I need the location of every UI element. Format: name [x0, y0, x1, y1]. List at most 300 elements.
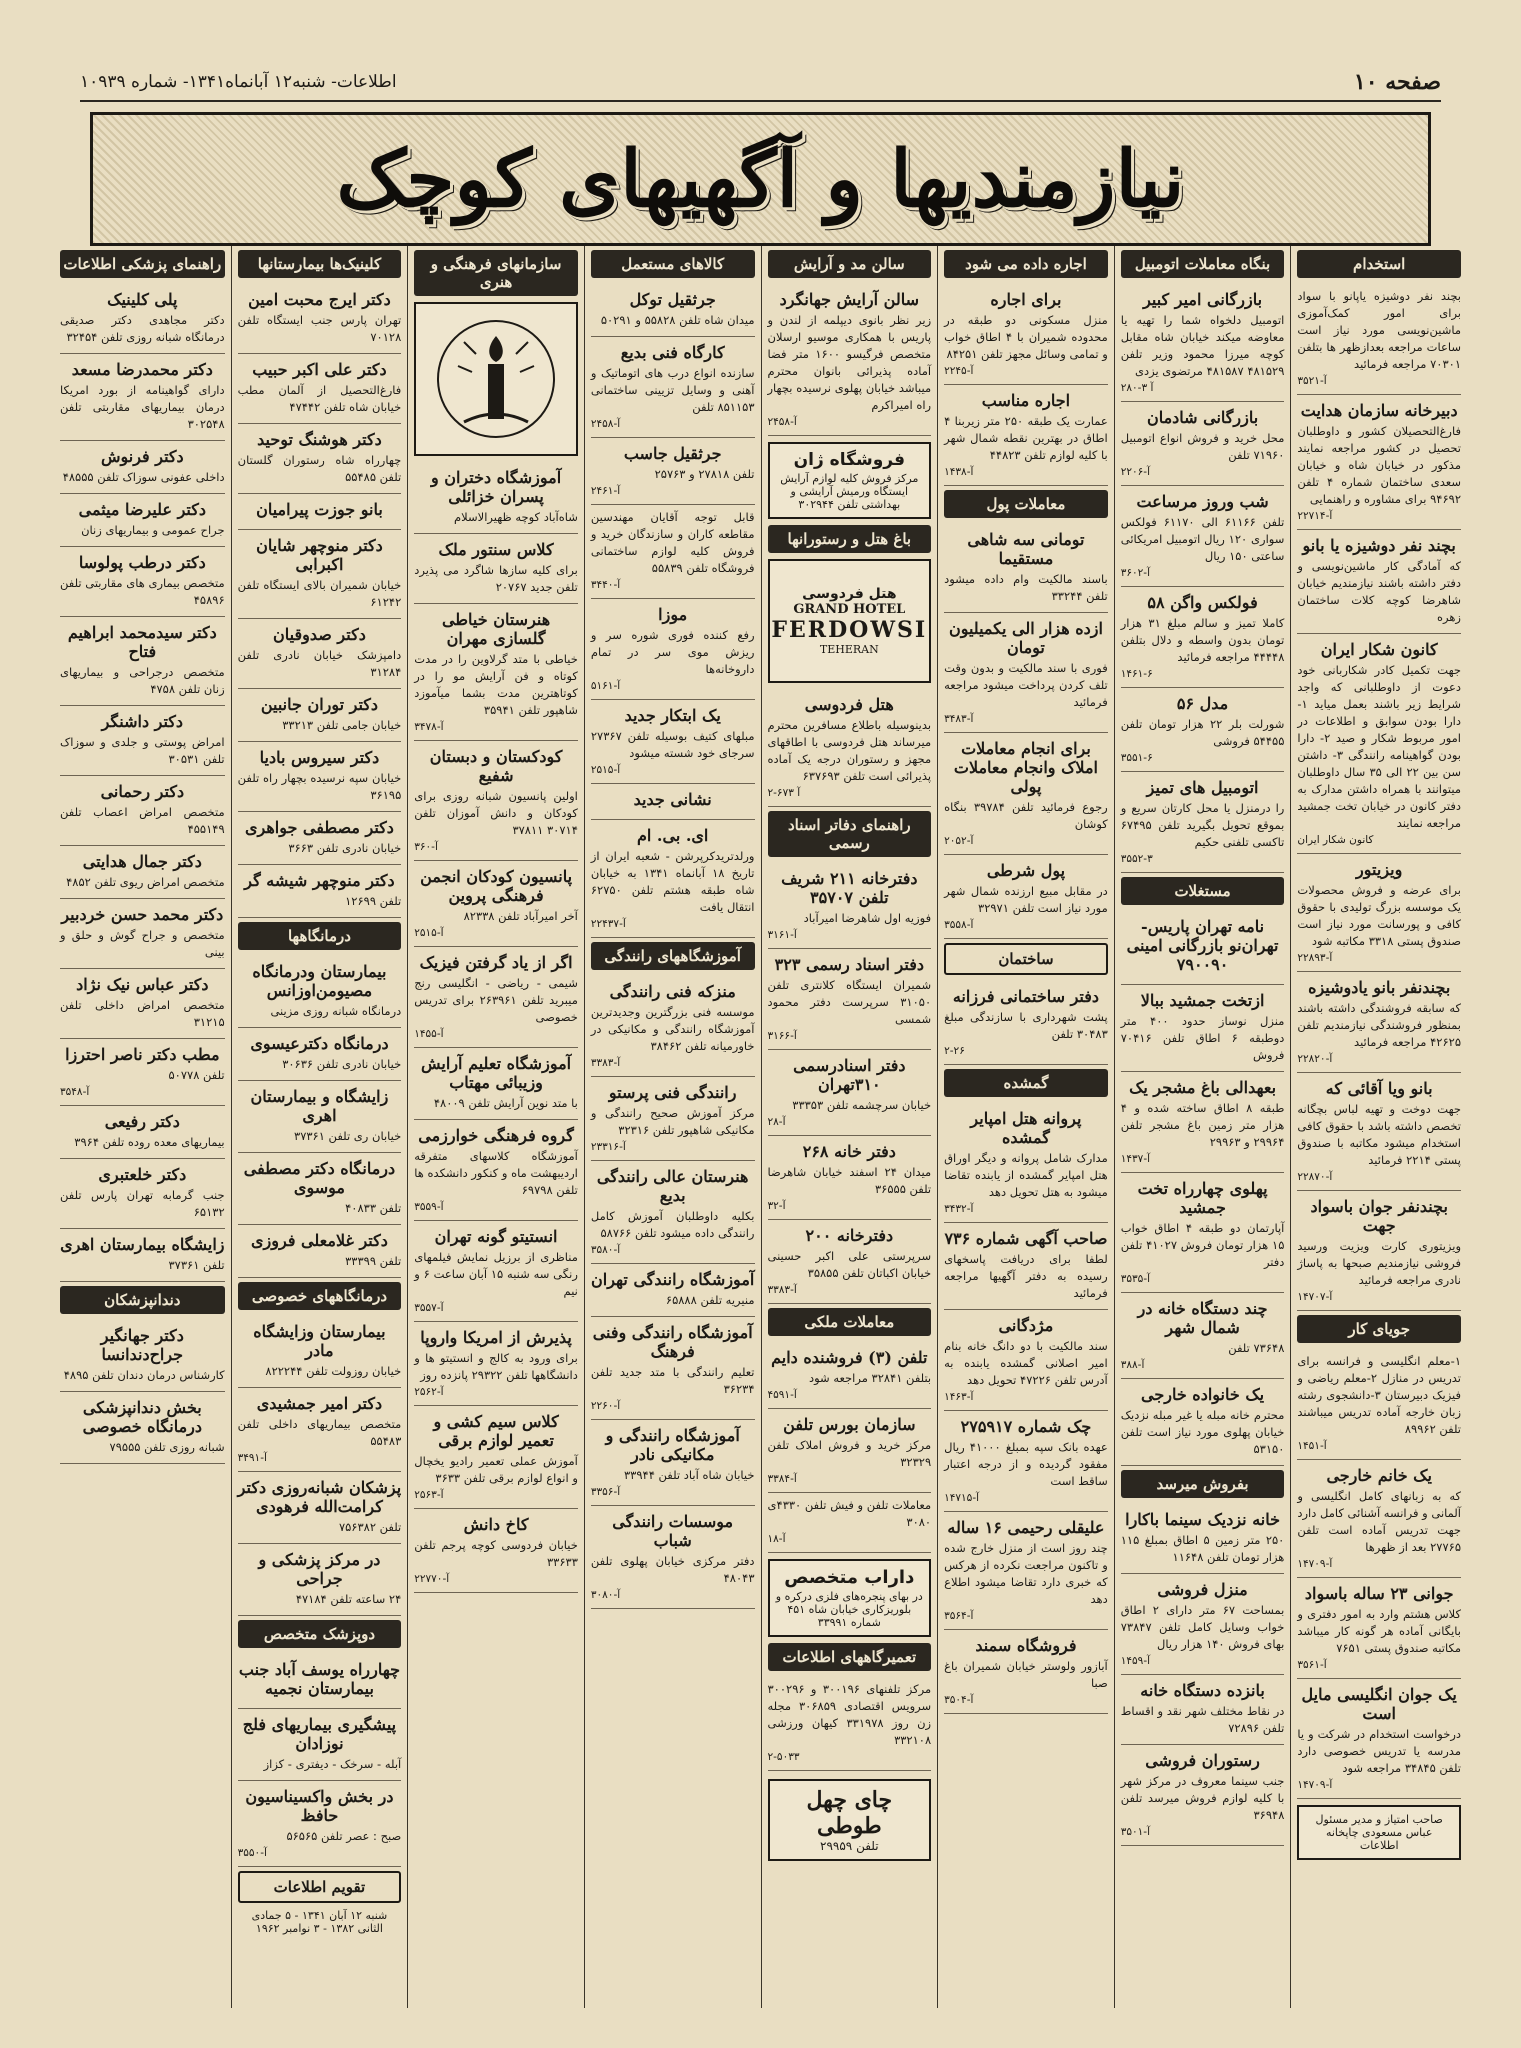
ad-text: کارشناس درمان دندان تلفن ۴۸۹۵ [63, 1368, 225, 1382]
ad-reference: آ-۱۴۵۵ [414, 1028, 444, 1040]
ad-text: شاه‌آباد کوچه ظهیرالاسلام [454, 510, 578, 524]
ad-reference: آ-۳۱۶۱ [767, 929, 797, 941]
ad-title: پهلوی چهارراه تخت جمشید [1137, 1179, 1268, 1217]
classified-ad [60, 846, 225, 899]
ad-reference: آ-۳۵۸۰ [590, 1244, 621, 1256]
classified-ad [1297, 972, 1461, 1073]
ad-text: رفع کننده فوری شوره سر و ریزش موی سر در تمام داروخانه‌ها [590, 628, 755, 676]
ad-title: دفتر خانه ۲۶۸ [802, 1142, 896, 1161]
ad-reference: ۳۶۰۲-آ [1120, 567, 1151, 579]
logo-ad-text: مرکز فروش کلیه لوازم آرایش ایستگاه ورمیش آرایشی و بهداشتی تلفن ۳۰۲۹۴۴ [780, 472, 919, 511]
ad-reference: آ-۱۸ [767, 1533, 786, 1545]
classified-ad [60, 1039, 225, 1106]
ad-text: تلفن ۱۲۶۹۹ [345, 894, 402, 908]
ad-reference: آ-۱۴۷۰۹ [1297, 1779, 1333, 1791]
classified-ad [591, 700, 755, 784]
ad-title: آموزشگاه رانندگی و مکانیکی نادر [605, 1426, 740, 1464]
ad-text: متخصص بیماریهای داخلی تلفن ۵۵۴۸۳ [237, 1417, 402, 1448]
ad-reference: آ-۱۴۶۳ [944, 1391, 974, 1403]
ad-reference: آ-۲۳۳۱۶ [590, 1141, 626, 1153]
ad-reference: آ-۲۲۴۵ [944, 365, 974, 377]
ad-text: متخصص بیماری های مقاربتی تلفن ۴۵۸۹۶ [60, 576, 225, 607]
classified-ad [60, 969, 225, 1039]
ad-reference: آ-۳۰۸۰ [590, 1589, 621, 1601]
section-head-calendar: تقویم اطلاعات [238, 1871, 402, 1903]
hotel-en-line3: TEHERAN [819, 643, 879, 656]
publisher-footer [1297, 1805, 1461, 1860]
column-medical [54, 246, 231, 2008]
banner-title: نیازمندیها و آگهیهای کوچک [336, 133, 1185, 225]
classified-ad [591, 284, 755, 337]
ad-text: با متد نوین آرایش تلفن ۴۸۰۰۹ [433, 1096, 578, 1110]
section-head-used: کالاهای مستعمل [591, 250, 755, 278]
ad-title: درمانگاه دکتر مصطفی موسوی [243, 1159, 396, 1197]
ad-title: بانزده دستگاه خانه [1140, 1681, 1265, 1700]
classified-ad [238, 1544, 402, 1616]
ad-reference: ۲-۶۷۳ آ [767, 787, 801, 799]
ad-text: امراض پوستی و جلدی و سوزاک تلفن ۳۰۵۳۱ [60, 735, 225, 766]
classified-ad [60, 617, 225, 706]
ad-text: ۱-معلم انگلیسی و فرانسه برای تدریس در منازل ۲-معلم ریاضی و فیزیک دبیرستان ۳-دانشجوی رشته زبان خارجه آماده تدریس میباشند تلفن ۸۹۹۶۲ [1297, 1354, 1462, 1436]
ad-title: کاخ دانش [463, 1515, 529, 1534]
column-salons-hotels [761, 246, 938, 2008]
ad-text: چهارراه شاه رستوران گلستان تلفن ۵۵۴۸۵ [237, 453, 402, 484]
section-head-driving: آموزشگاههای رانندگی [591, 942, 755, 970]
ad-title: رانندگی فنی پرستو [608, 1083, 737, 1102]
ad-text: برای کلیه سازها شاگرد می پذیرد تلفن جدید ۲۰۷۶۷ [414, 563, 578, 594]
ad-text: فارغ‌التحصیل از آلمان مطب خیابان شاه تلفن ۴۷۴۴۲ [237, 383, 402, 414]
dateline: اطلاعات- شنبه۱۲ آبانماه۱۳۴۱- شماره ۱۰۹۳۹ [80, 72, 397, 92]
ad-text: ورلدتریدکرپرشن - شعبه ایران از تاریخ ۱۸ آبانماه ۱۳۴۱ به خیابان شاه طبقه هشتم تلفن ۶۲۷۵۰ انتقال یافت [590, 849, 755, 914]
ad-text: داخلی عفونی سوزاک تلفن ۴۸۵۵۵ [62, 470, 225, 484]
ad-title: انستیتو گونه تهران [434, 1227, 558, 1246]
ad-title: چهارراه یوسف آباد جنب بیمارستان نجمیه [238, 1660, 401, 1698]
ad-title: دکتر علیرضا میثمی [78, 500, 206, 519]
section-head-dispensaries: درمانگاهها [238, 922, 402, 950]
ad-title: کلاس سنتور ملک [438, 540, 554, 559]
section-head-auto: بنگاه معاملات اتومبیل [1121, 250, 1285, 278]
ad-title: بانو جوزت پیرامیان [256, 500, 383, 519]
ad-title: دکتر غلامعلی فروزی [251, 1231, 388, 1250]
section-head-clinics: کلینیک‌ها بیمارستانها [238, 250, 402, 278]
ad-title: جرثقیل جاسب [623, 444, 722, 463]
ad-title: دفترخانه ۲۱۱ شریف تلفن ۳۵۷۰۷ [781, 869, 918, 907]
ad-title: بچند نفر دوشیزه یا بانو [1302, 536, 1456, 555]
classified-ad [944, 855, 1108, 939]
classified-ad [944, 524, 1108, 613]
classified-ad [768, 1493, 932, 1553]
ad-reference: آ-۲۰۵۲ [944, 835, 974, 847]
ad-reference: آ-۳۱۶۶ [767, 1030, 797, 1042]
ad-text: رجوع فرمائید تلفن ۳۹۷۸۴ بنگاه کوشان [944, 800, 1108, 831]
classified-ad [768, 689, 932, 807]
classified-ad [768, 284, 932, 436]
ad-title: دکتر جهانگیر جراح‌دندانسا [100, 1326, 184, 1364]
ad-reference: آ-۳۳۵۶ [590, 1486, 621, 1498]
ad-title: بازرگانی شادمان [1146, 408, 1259, 427]
classified-ad [944, 1103, 1108, 1223]
classified-ad [1121, 587, 1285, 688]
ad-text: اتومبیل دلخواه شما را تهیه یا معاوضه میکند خیابان شاه مقابل کوچه میرزا محمود وزیر تلفن ۴۸۱۵۲۹ ۴۸۱۵۸۷ مرتضوی یزدی [1120, 313, 1285, 378]
classified-ad [591, 438, 755, 505]
ad-title: ویزیتور [1356, 860, 1403, 879]
ad-text: ۲۵۰ متر زمین ۵ اطاق بمبلغ ۱۱۵ هزار تومان تلفن ۱۱۶۴۸ [1120, 1533, 1285, 1564]
ad-text: خیابان فردوسی کوچه پرجم تلفن ۳۳۶۳۳ [414, 1538, 578, 1569]
publisher-text: صاحب امتیاز و مدیر مسئول عباس مسعودی چاپخانه اطلاعات [1315, 1813, 1443, 1852]
classified-ad [1121, 1379, 1285, 1466]
classified-ad [591, 1420, 755, 1506]
classified-ad [238, 494, 402, 530]
ad-reference: آ-۳۳۸۳ [767, 1284, 797, 1296]
ad-reference: ۲-۵۰۳۳ [767, 1751, 800, 1763]
ad-reference: ۲-۲۶ [944, 1045, 965, 1057]
classified-ad [60, 1229, 225, 1282]
ad-title: موزا [658, 605, 688, 624]
ad-text: محل خرید و فروش انواع اتومبیل ۷۱۹۶۰ تلفن [1120, 431, 1285, 462]
classified-ad [60, 494, 225, 547]
ad-text: که آمادگی کار ماشین‌نویسی و دفتر داشته باشند نیازمندیم خیابان شاهرضا کوچه کلات ساختمان زهره [1297, 559, 1461, 624]
ad-reference: کانون شکار ایران [1297, 834, 1374, 846]
section-head-specialists: دوپزشک متخصص [238, 1620, 402, 1648]
classified-ad [238, 1225, 402, 1278]
classified-ad [414, 604, 578, 741]
ad-text: را درمنزل یا محل کارتان سریع و بموقع تحویل بگیرید تلفن ۶۷۴۹۵ تاکسی تلفنی حکیم [1120, 801, 1285, 849]
ad-text: خیابان سپه نرسیده بچهار راه تلفن ۳۶۱۹۵ [237, 771, 402, 802]
ad-reference: آ-۲۲۷۱۴ [1297, 510, 1333, 522]
ad-reference: آ-۲۴۶۱ [590, 485, 621, 497]
column-clinics [231, 246, 408, 2008]
ad-text: آبازور ولوستر خیابان شمیران باغ صبا [944, 1659, 1108, 1690]
ad-reference: آ-۲۵۶۲ [414, 1386, 444, 1398]
classified-ad [591, 599, 755, 700]
ad-text: شیمی - ریاضی - انگلیسی رنج میبرید تلفن ۲۶۳۹۶۱ برای تدریس خصوصی [414, 976, 578, 1024]
classified-ad [1121, 1675, 1285, 1745]
classified-ad [238, 1709, 402, 1781]
ad-title: اتومبیل های تمیز [1146, 778, 1259, 797]
ad-text: دارای گواهینامه از بورد امریکا درمان بیماریهای مقاربتی تلفن ۳۰۲۵۴۸ [60, 383, 225, 431]
classified-ad [238, 1472, 402, 1544]
classified-ad [1121, 1574, 1285, 1675]
classified-ad [1121, 1293, 1285, 1379]
classified-ad [1121, 772, 1285, 873]
ad-title: در بخش واکسیناسیون حافظ [245, 1787, 394, 1825]
classified-ad [1121, 1745, 1285, 1846]
classified-ad [238, 354, 402, 424]
ad-title: کودکستان و دبستان شفیع [429, 747, 563, 785]
ad-title: بچندنفر بانو یادوشیزه [1308, 978, 1451, 997]
ad-text: تلفن ۳۳۳۹۹ [345, 1254, 402, 1268]
ad-title: تلفن (۳) فروشنده دایم [771, 1348, 928, 1367]
classified-ad [1297, 1679, 1461, 1799]
ad-title: پزشکان شبانه‌روزی دکتر کرامت‌الله فرهودی [237, 1478, 402, 1516]
ad-title: ازتخت جمشید ببالا [1140, 991, 1265, 1010]
classified-ad [591, 1077, 755, 1161]
section-banner [90, 112, 1431, 246]
ad-text: جهت تکمیل کادر شکاربانی خود دعوت از داوطلبانی که واجد شرایط زیر باشند بعمل میاید ۱- دارا بودن سوابق و اطلاعات در امور مربوط شکار و صید ۲- دارا بودن گواهینامه رانندگی ۳- داشتن سن بین ۲۲ الی ۳۵ سال داوطلبان میتوانند با همراه داشتن مدارک به دفتر کانون در خیابان تخت جمشید مراجعه نمایند [1297, 663, 1462, 830]
classified-ad [238, 1781, 402, 1867]
column-culture [407, 246, 584, 2008]
ad-title: هنرستان عالی رانندگی بدیع [596, 1167, 749, 1205]
ad-title: زایشگاه و بیمارستان اهری [250, 1087, 389, 1125]
ad-title: اجاره مناسب [981, 391, 1071, 410]
classified-ad [1121, 688, 1285, 772]
ad-text: مرکز خرید و فروش املاک تلفن ۳۲۳۲۹ [767, 1438, 932, 1469]
classified-ad [591, 337, 755, 438]
ad-text: خیابان ری تلفن ۳۷۳۶۱ [294, 1129, 402, 1143]
ad-text: مرکز تلفنهای ۳۰۰۱۹۶ و ۳۰۰۲۹۶ سرویس اقتصادی ۳۰۶۸۵۹ مجله زن روز ۳۳۱۹۷۸ کیهان ورزشی ۳۳۲۱۰۸ [767, 1682, 932, 1747]
ad-reference: ۳۵۵۲-۳ [1120, 853, 1153, 865]
ad-text: تلفن ۶۱۱۶۶ الی ۶۱۱۷۰ فولکس سواری ۱۲۰ ریال اتومبیل امریکائی ساعتی ۱۵۰ ریال [1120, 515, 1285, 563]
classified-ad [414, 1509, 578, 1593]
ad-reference: ۲۸۰-۳ آ [1120, 382, 1154, 394]
classified-ad [60, 547, 225, 617]
ad-reference: آ-۲۸ [767, 1116, 786, 1128]
classified-ad [768, 1677, 932, 1771]
ad-title: دکتر عباس نیک نژاد [76, 975, 209, 994]
ad-text: شمیران ایستگاه کلانتری تلفن ۳۱۰۵۰ سرپرست دفتر محمود شمسی [767, 978, 932, 1026]
classified-ad [238, 956, 402, 1028]
ad-reference: ۱۴۶۱-۶ [1120, 668, 1153, 680]
classified-ad [60, 899, 225, 969]
ad-text: مناظری از برزیل نمایش فیلمهای رنگی سه شنبه ۱۵ آبان ساعت ۶ و نیم [414, 1250, 578, 1298]
ad-text: زیر نظر بانوی دیپلمه از لندن و پاریس با همکاری موسیو ارسلان متخصص فرگیسو ۱۶۰۰ متر فضا آماده پذیرائی بانوان محترم میباشد خیابان پهلوی نرسیده بچهار راه امیراکرم [767, 313, 932, 412]
classified-ad [1297, 1349, 1461, 1460]
ad-title: دکتر توران جانبین [260, 695, 379, 714]
framed-ad-text: در بهای پنجره‌های فلزی درکره و بلوریزکاری خیابان شاه ۴۵۱ شماره ۳۳۹۹۱ [775, 1590, 923, 1629]
ad-text: متخصص امراض داخلی تلفن ۳۱۲۱۵ [60, 998, 225, 1029]
logo-ad-title: فروشگاه ژان [793, 450, 905, 470]
ad-title: پانسیون کودکان انجمن فرهنگی پروین [420, 867, 573, 905]
column-rent-money [937, 246, 1114, 2008]
ad-title: دکتر محمد حسن خردبیر [61, 905, 224, 924]
classified-ad [944, 1630, 1108, 1714]
ad-title: آموزشگاه تعلیم آرایش وزیبائی مهتاب [421, 1054, 572, 1092]
classified-ad [60, 1159, 225, 1229]
section-head-construction: ساختمان [944, 943, 1108, 975]
classified-ad [1297, 854, 1461, 972]
page-header [80, 64, 1441, 102]
ad-text: خیابان سرچشمه تلفن ۳۳۳۵۳ [792, 1098, 932, 1112]
ad-reference: ۲۲۰۶-آ [1120, 466, 1151, 478]
classified-ad [238, 530, 402, 619]
ad-reference: آ-۳۵۴۸ [60, 1086, 90, 1098]
classified-ad [591, 1317, 755, 1420]
classified-ad [414, 741, 578, 861]
classified-ad [768, 1409, 932, 1493]
section-head-private: درمانگاههای خصوصی [238, 1282, 402, 1310]
ad-text: پشت شهرداری با سازندگی مبلغ ۳۰۴۸۳ تلفن [944, 1010, 1108, 1041]
ad-title: فولکس واگن ۵۸ [1147, 593, 1258, 612]
ad-title: منزکه فنی رانندگی [609, 982, 736, 1001]
ad-reference: آ-۳۵۵۷ [414, 1302, 444, 1314]
ad-text: بیماریهای معده روده تلفن ۳۹۶۴ [74, 1135, 225, 1149]
ad-reference: آ-۵۱۶۱ [590, 680, 621, 692]
ad-reference: آ-۳۴۹۱ [237, 1452, 267, 1464]
hotel-en-line1: GRAND HOTEL [793, 602, 906, 617]
ad-reference: آ-۲۲۶۰ [590, 1400, 621, 1412]
classified-ad [591, 1161, 755, 1264]
ad-title: علیقلی رحیمی ۱۶ ساله [947, 1518, 1105, 1537]
ad-text: خیابان جامی تلفن ۳۳۲۱۳ [282, 718, 402, 732]
section-head-salon: سالن مد و آرایش [768, 250, 932, 278]
classified-ad [1297, 284, 1461, 395]
ad-reference: آ-۳۵۵۰ [237, 1847, 267, 1859]
section-head-employment: استخدام [1297, 250, 1461, 278]
ad-title: ای. بی. ام [636, 826, 709, 845]
classified-ad [1121, 1173, 1285, 1293]
ad-title: بازرگانی امیر کبیر [1143, 290, 1263, 309]
ad-reference: آ-۱۴۳۷ [1120, 1153, 1151, 1165]
classified-ad [414, 1322, 578, 1406]
ad-title: بانو ویا آقائی که [1325, 1079, 1433, 1098]
ad-title: دکتر منوچهر شایان اکبرابی [256, 536, 383, 574]
ad-reference: آ-۳۶۰ [414, 841, 438, 853]
ad-reference: آ-۳۴۳۲ [944, 1203, 974, 1215]
ad-text: آموزشگاه کلاسهای متفرقه اردیبهشت ماه و کنکور دانشکده ها تلفن ۶۹۷۹۸ [414, 1149, 578, 1197]
ad-text: میدان شاه تلفن ۵۵۸۲۸ و ۵۰۲۹۱ [600, 313, 755, 327]
classified-ad [414, 462, 578, 534]
classified-ad [1297, 1578, 1461, 1679]
section-head-hotels: باغ هتل و رستورانها [768, 525, 932, 553]
ad-text: موسسه فنی بزرگترین وجدیدترین آموزشگاه رانندگی و مکانیکی در خاورمیانه تلفن ۳۸۴۶۲ [590, 1005, 755, 1053]
ad-text: متخصص و جراح گوش و حلق و بینی [60, 928, 225, 959]
ad-text: شبانه روزی تلفن ۷۹۵۵۵ [109, 1440, 225, 1454]
ad-text: تلفن ۵۰۷۷۸ [168, 1068, 225, 1082]
calendar-text: شنبه ۱۲ آبان ۱۳۴۱ - ۵ جمادی الثانی ۱۳۸۲ - ۳ نوامبر ۱۹۶۲ [251, 1909, 388, 1935]
classified-ad [60, 284, 225, 354]
ad-text: جنب گرمابه تهران پارس تلفن ۶۵۱۳۲ [60, 1188, 225, 1219]
ad-text: میدان ۲۴ اسفند خیابان شاهرضا تلفن ۳۶۵۵۵ [767, 1165, 932, 1196]
ad-text: متخصص درجراحی و بیماریهای زنان تلفن ۴۷۵۸ [60, 665, 225, 696]
classified-ad [944, 613, 1108, 733]
ad-text: جهت دوخت و تهیه لباس بچگانه تخصص داشته باشد با حقوق کافی استخدام میشود مکاتبه با صندوق پستی ۲۲۱۴ فرمائید [1297, 1102, 1461, 1167]
ad-text: آبله - سرخک - دیفتری - کزاز [263, 1757, 402, 1771]
ad-title: یک جوان انگلیسی مایل است [1301, 1685, 1457, 1723]
ad-text: فوری با سند مالکیت و بدون وقت تلف کردن پرداخت میشود مراجعه فرمائید [944, 661, 1108, 709]
ad-title: دکتر ایرج محبت امین [248, 290, 391, 309]
ad-title: دکتر درطب پولوسا [78, 553, 206, 572]
ad-reference: آ-۲۵۱۵ [414, 927, 444, 939]
ad-text: مدارک شامل پروانه و دیگر اوراق هتل امپایر گمشده از یابنده تقاضا میشود به هتل تحویل دهد [944, 1151, 1108, 1199]
ad-title: شب وروز مرساعت [1136, 492, 1269, 511]
ad-text: چند روز است از منزل خارج شده و تاکنون مراجعت نکرده از هرکس که خبری دارد تقاضا میشود اطلاع دهد [944, 1541, 1108, 1606]
ad-text: کلاس هشتم وارد به امور دفتری و بایگانی آماده هر گونه کار میباشد مکاتبه صندوق پستی ۷۶۵۱ [1297, 1607, 1461, 1655]
ad-title: هنرستان خیاطی گلسازی مهران [441, 610, 551, 648]
ad-title: بچندنفر جوان باسواد جهت [1310, 1197, 1448, 1235]
ad-text: معاملات تلفن و فیش تلفن ۴۳۳۰ی ۳۰۸۰ [767, 1498, 932, 1529]
ad-text: سرپرستی علی اکبر حسینی خیابان اکباتان تلفن ۳۵۸۵۵ [767, 1249, 932, 1280]
ad-text: خیاطی با متد گرلاوین را در مدت کوتاه و فن آرایش مو را در کوتاهترین مدت بشما میآموزد شاهپور تلفن ۳۵۹۴۱ [414, 652, 578, 717]
ad-title: کلاس سیم کشی و تعمیر لوازم برقی [433, 1412, 559, 1450]
ad-title: دبیرخانه سازمان هدایت [1300, 401, 1458, 420]
ad-title: دکتر رفیعی [104, 1112, 180, 1131]
classified-ad [768, 949, 932, 1050]
ad-reference: ۳۵۵۱-۶ [1120, 752, 1153, 764]
ad-reference: آ-۲۲۸۲۰ [1297, 1053, 1333, 1065]
section-head-medical: راهنمای پزشکی اطلاعات [60, 250, 225, 278]
ad-text: باسند مالکیت وام داده میشود تلفن ۳۳۲۴۴ [944, 572, 1108, 603]
ad-title: نامه تهران پاریس- تهران‌نو بازرگانی امینی ۷۹۰۰۹۰ [1126, 917, 1279, 974]
classified-ad [944, 1512, 1108, 1630]
ad-text: ۲۴ ساعته تلفن ۴۷۱۸۴ [295, 1592, 402, 1606]
ad-reference: آ-۳۳۸۴ [767, 1473, 797, 1485]
classified-ad [238, 1654, 402, 1709]
classified-ad [414, 1048, 578, 1120]
ad-text: جنب سینما معروف در مرکز شهر با کلیه لوازم فروش میرسد تلفن ۳۶۹۴۸ [1120, 1774, 1285, 1822]
classified-ad [414, 861, 578, 947]
tea-ad-title: چای چهل طوطی [806, 1787, 893, 1839]
section-head-lost: گمشده [944, 1069, 1108, 1097]
ad-text: شورلت بلر ۲۲ هزار تومان تلفن ۵۴۴۵۵ فروشی [1120, 717, 1285, 748]
ad-reference: آ-۳۴۴۰ [590, 579, 621, 591]
ad-title: فروشگاه سمند [975, 1636, 1077, 1655]
ad-title: کارگاه فنی بدیع [620, 343, 725, 362]
ad-title: دکتر رحمانی [100, 782, 185, 801]
ad-text: لطفا برای دریافت پاسخهای رسیده به دفتر آگهیها مراجعه فرمائید [944, 1252, 1108, 1300]
classified-ad [238, 619, 402, 689]
ad-title: سازمان بورس تلفن [783, 1415, 916, 1434]
ad-title: کانون شکار ایران [1320, 640, 1438, 659]
classified-ad [60, 776, 225, 846]
ad-reference: آ-۲۴۵۸ [767, 416, 797, 428]
classified-ad [238, 812, 402, 865]
ad-text: اولین پانسیون شبانه روزی برای کودکان و دانش آموزان تلفن ۳۰۷۱۴ ۳۷۸۱۱ [414, 789, 578, 837]
classified-ad [1121, 284, 1285, 402]
ad-text: خیابان شاه آباد تلفن ۳۳۹۴۴ [623, 1468, 755, 1482]
classified-ad [238, 865, 402, 918]
framed-ad-darab [768, 1559, 932, 1637]
ad-text: در نقاط مختلف شهر نقد و اقساط تلفن ۷۲۸۹۶ [1120, 1704, 1285, 1735]
classified-ad [591, 1264, 755, 1317]
section-head-property: معاملات ملکی [768, 1308, 932, 1336]
ad-reference: آ-۲۵۶۳ [414, 1489, 444, 1501]
ad-title: دکتر منوچهر شیشه گر [244, 871, 395, 890]
ad-title: دکتر مصطفی جواهری [244, 818, 394, 837]
ad-reference: آ-۲۲۴۳۷ [590, 918, 626, 930]
classified-ad [238, 1028, 402, 1081]
ad-text: خیابان نادری تلفن ۳۰۶۳۶ [282, 1057, 402, 1071]
ad-title: یک ابتکار جدید [624, 706, 721, 725]
classified-ad [60, 1320, 225, 1392]
classified-ad [1121, 985, 1285, 1072]
ad-text: خیابان نادری تلفن ۳۶۶۳ [288, 841, 402, 855]
ad-text: در مقابل مبیع ارزنده شمال شهر مورد نیاز است تلفن ۳۲۹۷۱ [944, 884, 1108, 915]
ad-title: آموزشگاه رانندگی وفنی فرهنگ [592, 1323, 753, 1361]
ad-reference: آ-۳۸۸ [1120, 1359, 1145, 1371]
ad-title: بخش دندانپزشکی درمانگاه خصوصی [82, 1398, 202, 1436]
ad-title: دکتر هوشنگ توحید [257, 430, 382, 449]
classified-ad [414, 1221, 578, 1322]
classified-ad [60, 1392, 225, 1464]
ad-reference: آ-۳۴۸۳ [944, 713, 974, 725]
ad-text: فارغ‌التحصیلان کشور و داوطلبان تحصیل در کشور مراجعه نمایند مذکور در خیابان شاه و خیابان سعدی ساختمان شماره ۴ تلفن ۹۴۶۹۲ برای مشاوره و راهنمایی [1297, 424, 1461, 506]
framed-ad-title: داراب متخصص [784, 1567, 915, 1588]
ad-title: هتل فردوسی [804, 695, 894, 714]
ad-title: یک خانواده خارجی [1141, 1385, 1265, 1404]
ad-title: دکتر جمال هدایتی [82, 852, 202, 871]
ad-reference: آ-۳۵۳۵ [1120, 1273, 1151, 1285]
classified-ad [60, 706, 225, 776]
ad-text: تعلیم رانندگی با متد جدید تلفن ۳۶۲۳۴ [590, 1365, 755, 1396]
ad-reference: آ-۲۲۸۹۳ [1297, 952, 1333, 964]
ad-title: چک شماره ۲۷۵۹۱۷ [960, 1417, 1092, 1436]
ad-text: کاملا تمیز و سالم مبلغ ۳۱ هزار تومان بدون واسطه و دلال بتلفن ۴۴۴۴۸ مراجعه فرمائید [1120, 616, 1285, 664]
classified-ad [414, 534, 578, 604]
ad-text: منیریه تلفن ۶۵۸۸۸ [665, 1293, 755, 1307]
ad-title: دکتر سیدمحمد ابراهیم فتاح [67, 623, 217, 661]
ad-title: مدل ۵۶ [1176, 694, 1229, 713]
classified-ad [768, 1220, 932, 1304]
